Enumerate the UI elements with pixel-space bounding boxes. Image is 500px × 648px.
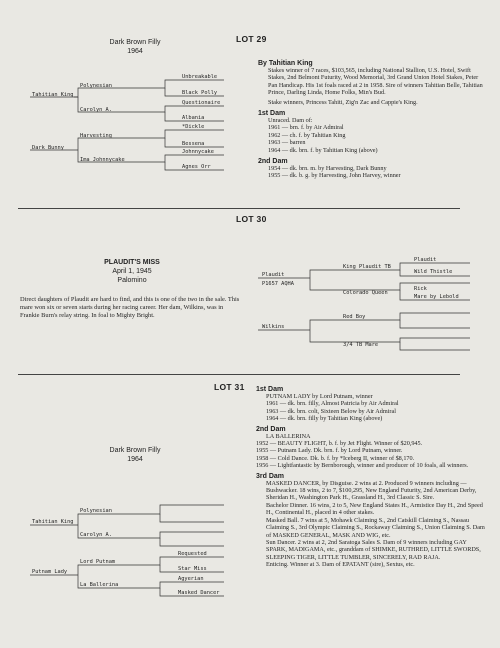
section-divider-2	[18, 374, 460, 375]
lot30-sire-reg: P1657 AQHA	[262, 281, 294, 287]
lot31-second-dam-item-2: 1955 — Putnam Lady. Dk. brn. f. by Lord Putnam, winner.	[256, 447, 403, 455]
lot31-third-dam-item-1: Bushwacker. 18 wins, 2 to 7, $100,295, New England Futurity, 2nd American Derby, Sheridan H., Washington Park H., Grassland H., 3rd Classic S. Sire.	[266, 487, 477, 502]
lot31-second-dam-item-4: 1956 — Lightfantastic by Bernborough, winner and producer of 10 foals, all winners.	[256, 462, 469, 470]
lot30-sire-sire: King Plaudit TB	[343, 264, 391, 270]
lot30-horse-title	[82, 258, 182, 285]
lot31-sire-sire: Polynesian	[80, 508, 112, 514]
lot30-ggp-1: Plaudit	[414, 257, 437, 263]
lot31-third-dam-item-3: Masked Ball. 7 wins at 5, Mohawk Claiming S., 2nd Catskill Claiming S., Nassau Claiming S., 3rd Olympic Claiming S., Rockaway Claiming S., Union Claiming S. Dam of MASKED GENERAL, MASK AND WIG, etc.	[266, 516, 485, 539]
lot31-first-dam-item-3: 1964 — dk. brn. filly by Tahitian King (above)	[266, 415, 383, 423]
lot29-first-dam-item-4: 1964 — dk. brn. f. by Tahitian King (above)	[268, 146, 378, 154]
lot31-sire-dam: Carolyn A.	[80, 532, 112, 538]
lot31-first-dam-item-1: 1961 — dk. brn. filly, Almost Patricia by Air Admiral	[266, 400, 399, 408]
lot31-first-dam-heading: 1st Dam	[256, 386, 284, 393]
lot31-ggp-2: Star Miss	[178, 566, 207, 572]
lot29-sire-dam: Carolyn A.	[80, 107, 112, 113]
lot29-dam-sire: Harvesting	[80, 133, 112, 139]
lot30-sire: Plaudit	[262, 272, 285, 278]
lot31-second-dam-heading: 2nd Dam	[256, 425, 286, 433]
lot29-title-line2: 1964	[127, 48, 143, 55]
lot31-second-dam-item-1: 1952 — BEAUTY FLIGHT, b. f. by Jet Flight. Winner of $20,945.	[256, 440, 423, 448]
lot29-sire-text2: Stake winners, Princess Tahiti, Zig'n Zac and Cappie's King.	[268, 98, 418, 106]
lot29-second-dam-heading: 2nd Dam	[258, 158, 288, 166]
lot30-ggp-3: Rick	[414, 286, 427, 292]
lot31-ggp-3: Agyerian	[178, 576, 204, 582]
lot29-label: LOT 29	[236, 34, 267, 44]
lot29-ggp-1: Unbreakable	[182, 74, 218, 80]
lot31-title-line1: Dark Brown Filly	[109, 447, 161, 454]
lot29-sire-sire: Polynesian	[80, 83, 112, 89]
lot29-ggp-8: Agnes Orr	[182, 164, 211, 170]
lot31-label: LOT 31	[214, 382, 245, 392]
lot31-second-dam-item-3: 1958 — Cold Dance. Dk. b. f. by *Iceberg II, winner of $8,170.	[256, 454, 415, 462]
lot29-sire: Tahitian King	[32, 92, 74, 98]
lot29-ggp-3: Questionaire	[182, 100, 221, 106]
lot31-first-dam-intro: PUTNAM LADY by Lord Putnam, winner	[266, 393, 373, 400]
lot29-dam-dam: Ima Johnnycake	[80, 157, 125, 163]
lot30-description: Direct daughters of Plaudit are hard to find, and this is one of the two in the sale. This mare won six or seven starts during her racing career. Her dam, Wilkins, was in Frankie Burn's relay string. In foal to Mighty Bright.	[20, 296, 240, 319]
lot31-dam-dam: La Ballerina	[80, 582, 119, 588]
lot30-ggp-4: Mare by Lebold	[414, 294, 459, 300]
lot31-third-dam-item-5: Enticing. Winner at 3. Dam of EPATANT (sire), Sextus, etc.	[266, 561, 415, 569]
lot29-details	[258, 60, 484, 180]
lot31-horse-title	[95, 446, 175, 464]
lot31-dam-sire: Lord Putnam	[80, 559, 116, 565]
lot31-ggp-1: Requested	[178, 551, 207, 557]
lot29-ggp-7: Johnnycake	[182, 149, 214, 155]
lot30-name: PLAUDIT'S MISS	[104, 259, 160, 266]
lot30-ggp-2: Wild Thistle	[414, 269, 453, 275]
lot31-second-dam-intro: LA BALLERINA	[266, 432, 311, 440]
lot29-first-dam-heading: 1st Dam	[258, 110, 286, 118]
lot29-sire-heading: By Tahitian King	[258, 60, 313, 67]
lot30-sire-dam: Colorado Queen	[343, 290, 388, 296]
lot29-first-dam-item-2: 1962 — ch. f. by Tahitian King	[268, 131, 346, 139]
lot31-first-dam-item-2: 1963 — dk. brn. colt, Sixteen Below by Air Admiral	[266, 407, 396, 415]
lot31-ggp-4: Masked Dancer	[178, 590, 220, 596]
lot29-first-dam-intro: Unraced. Dam of:	[268, 117, 313, 125]
lot29-ggp-5: *Dickle	[182, 124, 205, 130]
lot29-dam: Dark Bunny	[32, 145, 64, 151]
lot29-title-line1: Dark Brown Filly	[109, 39, 161, 46]
lot29-first-dam-item-3: 1963 — barren	[268, 139, 306, 147]
lot29-ggp-2: Black Polly	[182, 90, 218, 96]
lot29-second-dam-item-2: 1955 — dk. b. g. by Harvesting, John Harvey, winner	[268, 172, 401, 180]
lot31-third-dam-heading: 3rd Dam	[256, 472, 285, 480]
lot31-third-dam-text: MASKED DANCER, by Disguise. 2 wins at 2. Produced 9 winners including —	[266, 479, 467, 487]
lot30-dam: Wilkins	[262, 324, 285, 330]
lot31-dam: Putnam Lady	[32, 569, 68, 575]
lot29-sire-text: Stakes winner of 7 races, $103,565, including National Stallion, U.S. Hotel, Swift Stakes, 2nd Belmont Futurity, Wood Memorial, 3rd Grand Union Hotel Stakes, Peter Pan Handicap. His 1st foals raced at 2 in 1958. Sire of winners Tahitian Belle, Tahitian Prince, Darling Linda, Home Folks, Min's Bud.	[268, 67, 483, 97]
lot29-ggp-4: Albania	[182, 115, 205, 121]
lot30-dam-sire: Red Boy	[343, 314, 366, 320]
lot29-first-dam-item-1: 1961 — brn. f. by Air Admiral	[268, 124, 344, 132]
lot29-ggp-6: Bessena	[182, 141, 205, 147]
lot30-label: LOT 30	[236, 214, 267, 224]
lot31-sire: Tahitian King	[32, 519, 74, 525]
lot30-dam-dam: 3/4 TB Mare	[343, 342, 379, 348]
lot29-second-dam-item-1: 1954 — dk. brn. m. by Harvesting, Dark Bunny	[268, 165, 387, 173]
lot31-details	[256, 386, 488, 569]
lot31-third-dam-item-4: Sun Dancer. 2 wins at 2, 2nd Saratoga Sales S. Dam of 9 winners including GAY SPARK, MADIGAMA, etc., granddam of SHIMKE, RUTHRED, LITTLE SWORDS, SLEEPING TIGER, LITTLE TUMBLER, SINCERELY, RAD RAJA.	[266, 538, 481, 561]
lot31-title-line2: 1964	[127, 456, 143, 463]
lot30-color: Palomino	[117, 277, 147, 284]
lot31-third-dam-item-2: Bachelor Dinner. 16 wins, 2 to 5, New England States H., Armistice Day H., 2nd Speed H., Continental H., placed in 4 other stakes.	[266, 501, 483, 517]
lot30-foaled: April 1, 1945	[112, 268, 152, 275]
section-divider-1	[18, 208, 460, 209]
